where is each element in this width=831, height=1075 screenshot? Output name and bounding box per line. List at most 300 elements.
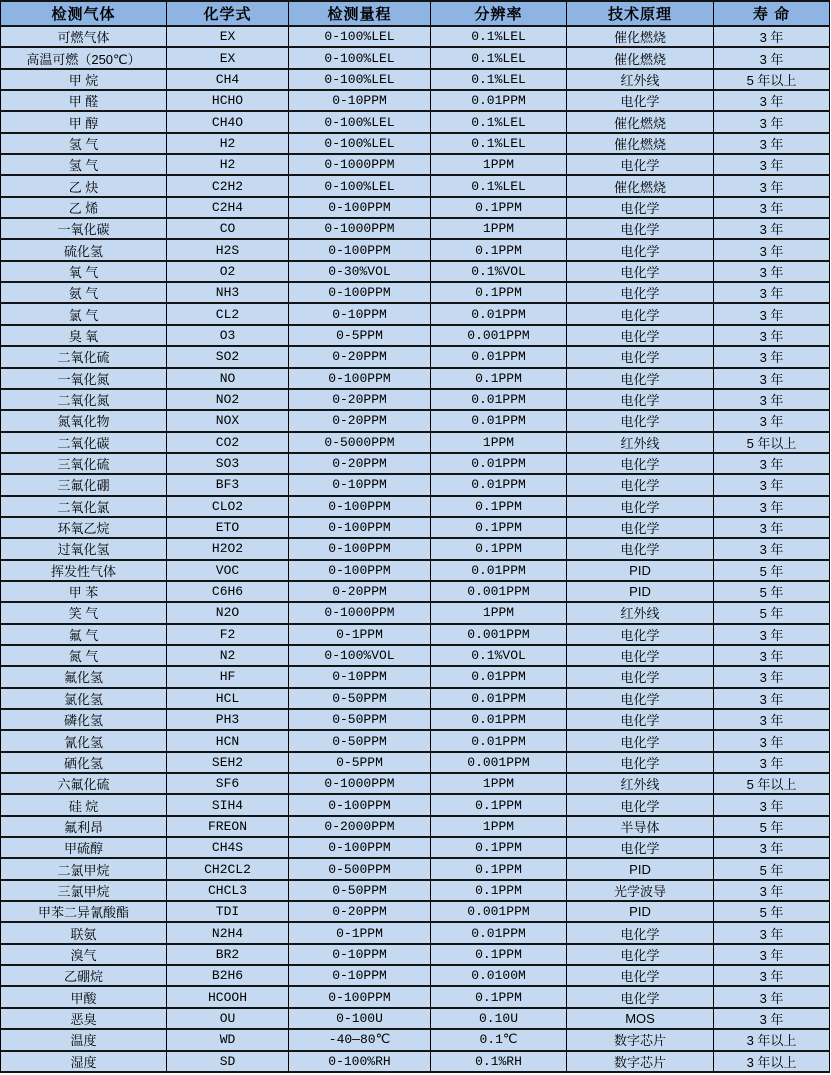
cell-gas: 硫化氢 bbox=[1, 239, 167, 260]
cell-principle: 电化学 bbox=[567, 922, 714, 943]
cell-lifespan: 3 年 bbox=[714, 47, 830, 68]
cell-formula: NO2 bbox=[167, 389, 289, 410]
cell-lifespan: 3 年 bbox=[714, 261, 830, 282]
cell-formula: CL2 bbox=[167, 303, 289, 324]
cell-range: 0-100PPM bbox=[289, 282, 431, 303]
cell-lifespan: 3 年 bbox=[714, 880, 830, 901]
cell-gas: 溴气 bbox=[1, 944, 167, 965]
cell-formula: H2O2 bbox=[167, 538, 289, 559]
cell-principle: 催化燃烧 bbox=[567, 175, 714, 196]
cell-gas: 甲 烷 bbox=[1, 69, 167, 90]
cell-principle: 催化燃烧 bbox=[567, 133, 714, 154]
cell-gas: 氟利昂 bbox=[1, 816, 167, 837]
cell-resolution: 0.01PPM bbox=[431, 474, 567, 495]
cell-gas: 甲 苯 bbox=[1, 581, 167, 602]
cell-gas: 恶臭 bbox=[1, 1008, 167, 1029]
cell-formula: VOC bbox=[167, 560, 289, 581]
cell-lifespan: 3 年 bbox=[714, 282, 830, 303]
cell-range: 0-20PPM bbox=[289, 901, 431, 922]
cell-range: 0-20PPM bbox=[289, 581, 431, 602]
cell-range: 0-100PPM bbox=[289, 496, 431, 517]
cell-formula: H2S bbox=[167, 239, 289, 260]
cell-formula: HCL bbox=[167, 688, 289, 709]
cell-principle: 红外线 bbox=[567, 773, 714, 794]
cell-gas: 氢 气 bbox=[1, 154, 167, 175]
cell-range: 0-1000PPM bbox=[289, 218, 431, 239]
cell-formula: BR2 bbox=[167, 944, 289, 965]
cell-range: 0-10PPM bbox=[289, 944, 431, 965]
cell-principle: 电化学 bbox=[567, 261, 714, 282]
cell-principle: 电化学 bbox=[567, 218, 714, 239]
cell-resolution: 0.001PPM bbox=[431, 901, 567, 922]
cell-gas: 甲硫醇 bbox=[1, 837, 167, 858]
cell-resolution: 0.01PPM bbox=[431, 560, 567, 581]
cell-principle: 电化学 bbox=[567, 474, 714, 495]
cell-lifespan: 3 年 bbox=[714, 666, 830, 687]
cell-principle: MOS bbox=[567, 1008, 714, 1029]
table-row bbox=[1, 111, 830, 132]
cell-resolution: 0.001PPM bbox=[431, 624, 567, 645]
cell-formula: B2H6 bbox=[167, 965, 289, 986]
table-row bbox=[1, 368, 830, 389]
cell-lifespan: 3 年 bbox=[714, 496, 830, 517]
cell-principle: 数字芯片 bbox=[567, 1051, 714, 1073]
cell-principle: PID bbox=[567, 901, 714, 922]
cell-range: 0-10PPM bbox=[289, 965, 431, 986]
cell-range: 0-100PPM bbox=[289, 239, 431, 260]
cell-principle: 电化学 bbox=[567, 666, 714, 687]
cell-range: 0-2000PPM bbox=[289, 816, 431, 837]
cell-range: 0-100PPM bbox=[289, 986, 431, 1007]
table-row bbox=[1, 560, 830, 581]
cell-resolution: 0.1PPM bbox=[431, 517, 567, 538]
cell-principle: 电化学 bbox=[567, 90, 714, 111]
table-row bbox=[1, 986, 830, 1007]
cell-resolution: 0.01PPM bbox=[431, 389, 567, 410]
cell-resolution: 0.1PPM bbox=[431, 794, 567, 815]
cell-formula: HCOOH bbox=[167, 986, 289, 1007]
table-row bbox=[1, 901, 830, 922]
table-row bbox=[1, 197, 830, 218]
cell-gas: 氮 气 bbox=[1, 645, 167, 666]
cell-gas: 二氧化碳 bbox=[1, 432, 167, 453]
cell-lifespan: 3 年 bbox=[714, 730, 830, 751]
cell-formula: FREON bbox=[167, 816, 289, 837]
cell-resolution: 0.1%LEL bbox=[431, 47, 567, 68]
cell-resolution: 0.1%RH bbox=[431, 1051, 567, 1073]
cell-resolution: 0.01PPM bbox=[431, 730, 567, 751]
cell-lifespan: 3 年 bbox=[714, 239, 830, 260]
cell-lifespan: 3 年 bbox=[714, 965, 830, 986]
cell-formula: BF3 bbox=[167, 474, 289, 495]
cell-lifespan: 3 年 bbox=[714, 154, 830, 175]
table-row bbox=[1, 90, 830, 111]
cell-gas: 三氧化硫 bbox=[1, 453, 167, 474]
table-row bbox=[1, 709, 830, 730]
cell-gas: 乙硼烷 bbox=[1, 965, 167, 986]
cell-principle: 电化学 bbox=[567, 986, 714, 1007]
column-header-range: 检测量程 bbox=[289, 1, 431, 26]
cell-range: 0-1000PPM bbox=[289, 154, 431, 175]
cell-lifespan: 3 年 bbox=[714, 453, 830, 474]
cell-lifespan: 5 年以上 bbox=[714, 432, 830, 453]
cell-resolution: 0.0100M bbox=[431, 965, 567, 986]
cell-principle: 电化学 bbox=[567, 645, 714, 666]
table-row bbox=[1, 666, 830, 687]
cell-principle: 电化学 bbox=[567, 325, 714, 346]
cell-resolution: 0.01PPM bbox=[431, 709, 567, 730]
cell-lifespan: 3 年 bbox=[714, 197, 830, 218]
cell-range: 0-100U bbox=[289, 1008, 431, 1029]
cell-gas: 湿度 bbox=[1, 1051, 167, 1073]
cell-formula: NO bbox=[167, 368, 289, 389]
cell-range: -40—80℃ bbox=[289, 1029, 431, 1050]
table-row bbox=[1, 474, 830, 495]
cell-gas: 过氧化氢 bbox=[1, 538, 167, 559]
cell-resolution: 0.001PPM bbox=[431, 581, 567, 602]
cell-resolution: 0.1℃ bbox=[431, 1029, 567, 1050]
cell-formula: N2 bbox=[167, 645, 289, 666]
table-row bbox=[1, 1008, 830, 1029]
cell-gas: 环氧乙烷 bbox=[1, 517, 167, 538]
cell-formula: F2 bbox=[167, 624, 289, 645]
cell-principle: 红外线 bbox=[567, 432, 714, 453]
cell-gas: 挥发性气体 bbox=[1, 560, 167, 581]
cell-range: 0-100%LEL bbox=[289, 133, 431, 154]
table-row bbox=[1, 496, 830, 517]
table-row bbox=[1, 133, 830, 154]
table-row bbox=[1, 645, 830, 666]
table-row bbox=[1, 218, 830, 239]
table-row bbox=[1, 303, 830, 324]
cell-gas: 二氧化氯 bbox=[1, 496, 167, 517]
cell-range: 0-100PPM bbox=[289, 837, 431, 858]
cell-resolution: 0.1PPM bbox=[431, 282, 567, 303]
cell-gas: 乙 炔 bbox=[1, 175, 167, 196]
cell-formula: TDI bbox=[167, 901, 289, 922]
table-row bbox=[1, 965, 830, 986]
cell-formula: PH3 bbox=[167, 709, 289, 730]
cell-principle: 电化学 bbox=[567, 730, 714, 751]
cell-gas: 氮氧化物 bbox=[1, 410, 167, 431]
cell-principle: 电化学 bbox=[567, 197, 714, 218]
cell-range: 0-100%LEL bbox=[289, 47, 431, 68]
cell-resolution: 1PPM bbox=[431, 432, 567, 453]
column-header-principle: 技术原理 bbox=[567, 1, 714, 26]
cell-formula: H2 bbox=[167, 154, 289, 175]
cell-principle: 电化学 bbox=[567, 496, 714, 517]
table-row bbox=[1, 816, 830, 837]
cell-resolution: 0.01PPM bbox=[431, 410, 567, 431]
cell-lifespan: 3 年 bbox=[714, 389, 830, 410]
cell-gas: 氧 气 bbox=[1, 261, 167, 282]
table-row bbox=[1, 47, 830, 68]
table-row bbox=[1, 730, 830, 751]
cell-range: 0-100PPM bbox=[289, 538, 431, 559]
cell-formula: EX bbox=[167, 47, 289, 68]
cell-principle: 电化学 bbox=[567, 965, 714, 986]
cell-principle: 电化学 bbox=[567, 346, 714, 367]
cell-gas: 联氨 bbox=[1, 922, 167, 943]
cell-gas: 臭 氧 bbox=[1, 325, 167, 346]
table-row bbox=[1, 325, 830, 346]
cell-principle: 电化学 bbox=[567, 410, 714, 431]
cell-formula: CHCL3 bbox=[167, 880, 289, 901]
cell-resolution: 1PPM bbox=[431, 602, 567, 623]
table-row bbox=[1, 922, 830, 943]
cell-gas: 甲酸 bbox=[1, 986, 167, 1007]
cell-range: 0-10PPM bbox=[289, 90, 431, 111]
cell-principle: 电化学 bbox=[567, 709, 714, 730]
cell-principle: 催化燃烧 bbox=[567, 26, 714, 47]
cell-gas: 一氧化碳 bbox=[1, 218, 167, 239]
cell-resolution: 0.1PPM bbox=[431, 858, 567, 879]
cell-formula: SO2 bbox=[167, 346, 289, 367]
cell-lifespan: 3 年 bbox=[714, 922, 830, 943]
cell-range: 0-10PPM bbox=[289, 303, 431, 324]
cell-lifespan: 5 年以上 bbox=[714, 773, 830, 794]
cell-formula: ETO bbox=[167, 517, 289, 538]
cell-lifespan: 3 年 bbox=[714, 538, 830, 559]
cell-principle: 电化学 bbox=[567, 154, 714, 175]
header-row bbox=[1, 1, 830, 26]
cell-resolution: 0.1%LEL bbox=[431, 133, 567, 154]
cell-range: 0-30%VOL bbox=[289, 261, 431, 282]
cell-lifespan: 3 年 bbox=[714, 474, 830, 495]
cell-resolution: 0.1PPM bbox=[431, 538, 567, 559]
cell-resolution: 0.01PPM bbox=[431, 90, 567, 111]
cell-formula: CH4S bbox=[167, 837, 289, 858]
cell-resolution: 0.01PPM bbox=[431, 666, 567, 687]
cell-resolution: 0.1%VOL bbox=[431, 645, 567, 666]
cell-resolution: 0.1PPM bbox=[431, 986, 567, 1007]
cell-range: 0-100PPM bbox=[289, 197, 431, 218]
cell-range: 0-5000PPM bbox=[289, 432, 431, 453]
cell-lifespan: 3 年 bbox=[714, 517, 830, 538]
cell-range: 0-1000PPM bbox=[289, 773, 431, 794]
table-row bbox=[1, 154, 830, 175]
cell-lifespan: 3 年 bbox=[714, 624, 830, 645]
cell-principle: 电化学 bbox=[567, 517, 714, 538]
cell-formula: SD bbox=[167, 1051, 289, 1073]
cell-principle: 电化学 bbox=[567, 944, 714, 965]
table-row bbox=[1, 346, 830, 367]
cell-principle: 数字芯片 bbox=[567, 1029, 714, 1050]
cell-lifespan: 3 年 bbox=[714, 986, 830, 1007]
cell-resolution: 0.1%LEL bbox=[431, 26, 567, 47]
cell-range: 0-20PPM bbox=[289, 389, 431, 410]
cell-resolution: 0.1PPM bbox=[431, 880, 567, 901]
cell-range: 0-50PPM bbox=[289, 688, 431, 709]
table-row bbox=[1, 410, 830, 431]
cell-gas: 乙 烯 bbox=[1, 197, 167, 218]
cell-gas: 二氧化硫 bbox=[1, 346, 167, 367]
table-row bbox=[1, 624, 830, 645]
table-row bbox=[1, 517, 830, 538]
cell-lifespan: 3 年 bbox=[714, 1008, 830, 1029]
cell-principle: 电化学 bbox=[567, 368, 714, 389]
cell-principle: PID bbox=[567, 560, 714, 581]
cell-resolution: 1PPM bbox=[431, 773, 567, 794]
table-row bbox=[1, 69, 830, 90]
cell-lifespan: 3 年以上 bbox=[714, 1029, 830, 1050]
table-row bbox=[1, 432, 830, 453]
cell-range: 0-100%LEL bbox=[289, 69, 431, 90]
cell-formula: H2 bbox=[167, 133, 289, 154]
cell-lifespan: 3 年 bbox=[714, 410, 830, 431]
cell-lifespan: 3 年 bbox=[714, 303, 830, 324]
table-body bbox=[1, 26, 830, 1072]
cell-formula: SEH2 bbox=[167, 752, 289, 773]
cell-formula: CO2 bbox=[167, 432, 289, 453]
table-row bbox=[1, 239, 830, 260]
table-row bbox=[1, 1029, 830, 1050]
column-header-gas: 检测气体 bbox=[1, 1, 167, 26]
cell-range: 0-5PPM bbox=[289, 752, 431, 773]
cell-principle: 电化学 bbox=[567, 794, 714, 815]
cell-range: 0-100%RH bbox=[289, 1051, 431, 1073]
cell-gas: 高温可燃（250℃） bbox=[1, 47, 167, 68]
table-row bbox=[1, 752, 830, 773]
cell-formula: NH3 bbox=[167, 282, 289, 303]
cell-lifespan: 3 年 bbox=[714, 794, 830, 815]
column-header-lifespan: 寿 命 bbox=[714, 1, 830, 26]
cell-range: 0-50PPM bbox=[289, 709, 431, 730]
cell-gas: 氢 气 bbox=[1, 133, 167, 154]
cell-gas: 甲 醇 bbox=[1, 111, 167, 132]
cell-gas: 甲苯二异氰酸酯 bbox=[1, 901, 167, 922]
table-row bbox=[1, 602, 830, 623]
cell-gas: 氨 气 bbox=[1, 282, 167, 303]
cell-principle: 电化学 bbox=[567, 389, 714, 410]
cell-principle: PID bbox=[567, 858, 714, 879]
cell-principle: 光学波导 bbox=[567, 880, 714, 901]
cell-gas: 硅 烷 bbox=[1, 794, 167, 815]
table-row bbox=[1, 175, 830, 196]
cell-resolution: 0.1%LEL bbox=[431, 69, 567, 90]
cell-formula: HCHO bbox=[167, 90, 289, 111]
cell-range: 0-100PPM bbox=[289, 368, 431, 389]
cell-lifespan: 3 年 bbox=[714, 111, 830, 132]
cell-formula: HCN bbox=[167, 730, 289, 751]
cell-gas: 氯化氢 bbox=[1, 688, 167, 709]
cell-range: 0-20PPM bbox=[289, 453, 431, 474]
cell-formula: CLO2 bbox=[167, 496, 289, 517]
cell-resolution: 0.1PPM bbox=[431, 239, 567, 260]
cell-lifespan: 3 年 bbox=[714, 175, 830, 196]
table-row bbox=[1, 794, 830, 815]
cell-lifespan: 3 年 bbox=[714, 133, 830, 154]
cell-resolution: 1PPM bbox=[431, 154, 567, 175]
cell-resolution: 0.1PPM bbox=[431, 368, 567, 389]
cell-principle: 红外线 bbox=[567, 69, 714, 90]
cell-formula: N2O bbox=[167, 602, 289, 623]
cell-formula: N2H4 bbox=[167, 922, 289, 943]
cell-resolution: 0.1PPM bbox=[431, 496, 567, 517]
cell-range: 0-100%LEL bbox=[289, 26, 431, 47]
cell-range: 0-50PPM bbox=[289, 880, 431, 901]
cell-range: 0-500PPM bbox=[289, 858, 431, 879]
cell-formula: WD bbox=[167, 1029, 289, 1050]
cell-lifespan: 3 年 bbox=[714, 26, 830, 47]
cell-lifespan: 3 年 bbox=[714, 346, 830, 367]
table-row bbox=[1, 880, 830, 901]
table-row bbox=[1, 282, 830, 303]
cell-lifespan: 3 年 bbox=[714, 218, 830, 239]
cell-gas: 三氟化硼 bbox=[1, 474, 167, 495]
cell-principle: 电化学 bbox=[567, 239, 714, 260]
cell-range: 0-1PPM bbox=[289, 624, 431, 645]
cell-resolution: 0.01PPM bbox=[431, 922, 567, 943]
cell-range: 0-1000PPM bbox=[289, 602, 431, 623]
cell-principle: 催化燃烧 bbox=[567, 111, 714, 132]
cell-resolution: 0.1%LEL bbox=[431, 111, 567, 132]
cell-principle: PID bbox=[567, 581, 714, 602]
cell-formula: C2H4 bbox=[167, 197, 289, 218]
cell-range: 0-1PPM bbox=[289, 922, 431, 943]
cell-lifespan: 5 年以上 bbox=[714, 69, 830, 90]
cell-resolution: 1PPM bbox=[431, 816, 567, 837]
cell-principle: 电化学 bbox=[567, 282, 714, 303]
cell-principle: 催化燃烧 bbox=[567, 47, 714, 68]
cell-lifespan: 3 年 bbox=[714, 368, 830, 389]
cell-range: 0-10PPM bbox=[289, 474, 431, 495]
cell-gas: 甲 醛 bbox=[1, 90, 167, 111]
cell-resolution: 0.01PPM bbox=[431, 688, 567, 709]
cell-range: 0-50PPM bbox=[289, 730, 431, 751]
cell-formula: CO bbox=[167, 218, 289, 239]
cell-formula: C2H2 bbox=[167, 175, 289, 196]
cell-range: 0-5PPM bbox=[289, 325, 431, 346]
cell-range: 0-100PPM bbox=[289, 560, 431, 581]
cell-range: 0-20PPM bbox=[289, 410, 431, 431]
cell-resolution: 0.10U bbox=[431, 1008, 567, 1029]
table-row bbox=[1, 453, 830, 474]
cell-resolution: 0.001PPM bbox=[431, 752, 567, 773]
table-row bbox=[1, 837, 830, 858]
cell-resolution: 0.1PPM bbox=[431, 944, 567, 965]
cell-principle: 电化学 bbox=[567, 752, 714, 773]
cell-principle: 电化学 bbox=[567, 538, 714, 559]
cell-gas: 三氯甲烷 bbox=[1, 880, 167, 901]
cell-formula: O2 bbox=[167, 261, 289, 282]
cell-lifespan: 3 年以上 bbox=[714, 1051, 830, 1073]
cell-gas: 磷化氢 bbox=[1, 709, 167, 730]
cell-principle: 电化学 bbox=[567, 624, 714, 645]
cell-gas: 氟化氢 bbox=[1, 666, 167, 687]
cell-gas: 二氧化氮 bbox=[1, 389, 167, 410]
cell-lifespan: 5 年 bbox=[714, 901, 830, 922]
cell-range: 0-100%VOL bbox=[289, 645, 431, 666]
cell-formula: SIH4 bbox=[167, 794, 289, 815]
cell-lifespan: 3 年 bbox=[714, 837, 830, 858]
cell-formula: HF bbox=[167, 666, 289, 687]
cell-gas: 笑 气 bbox=[1, 602, 167, 623]
table-row bbox=[1, 773, 830, 794]
cell-principle: 电化学 bbox=[567, 688, 714, 709]
cell-formula: CH4O bbox=[167, 111, 289, 132]
cell-lifespan: 3 年 bbox=[714, 709, 830, 730]
cell-lifespan: 5 年 bbox=[714, 858, 830, 879]
cell-resolution: 0.01PPM bbox=[431, 453, 567, 474]
cell-resolution: 0.1PPM bbox=[431, 837, 567, 858]
cell-lifespan: 5 年 bbox=[714, 602, 830, 623]
cell-lifespan: 5 年 bbox=[714, 581, 830, 602]
cell-formula: C6H6 bbox=[167, 581, 289, 602]
table-row bbox=[1, 858, 830, 879]
cell-lifespan: 3 年 bbox=[714, 688, 830, 709]
cell-principle: 电化学 bbox=[567, 303, 714, 324]
